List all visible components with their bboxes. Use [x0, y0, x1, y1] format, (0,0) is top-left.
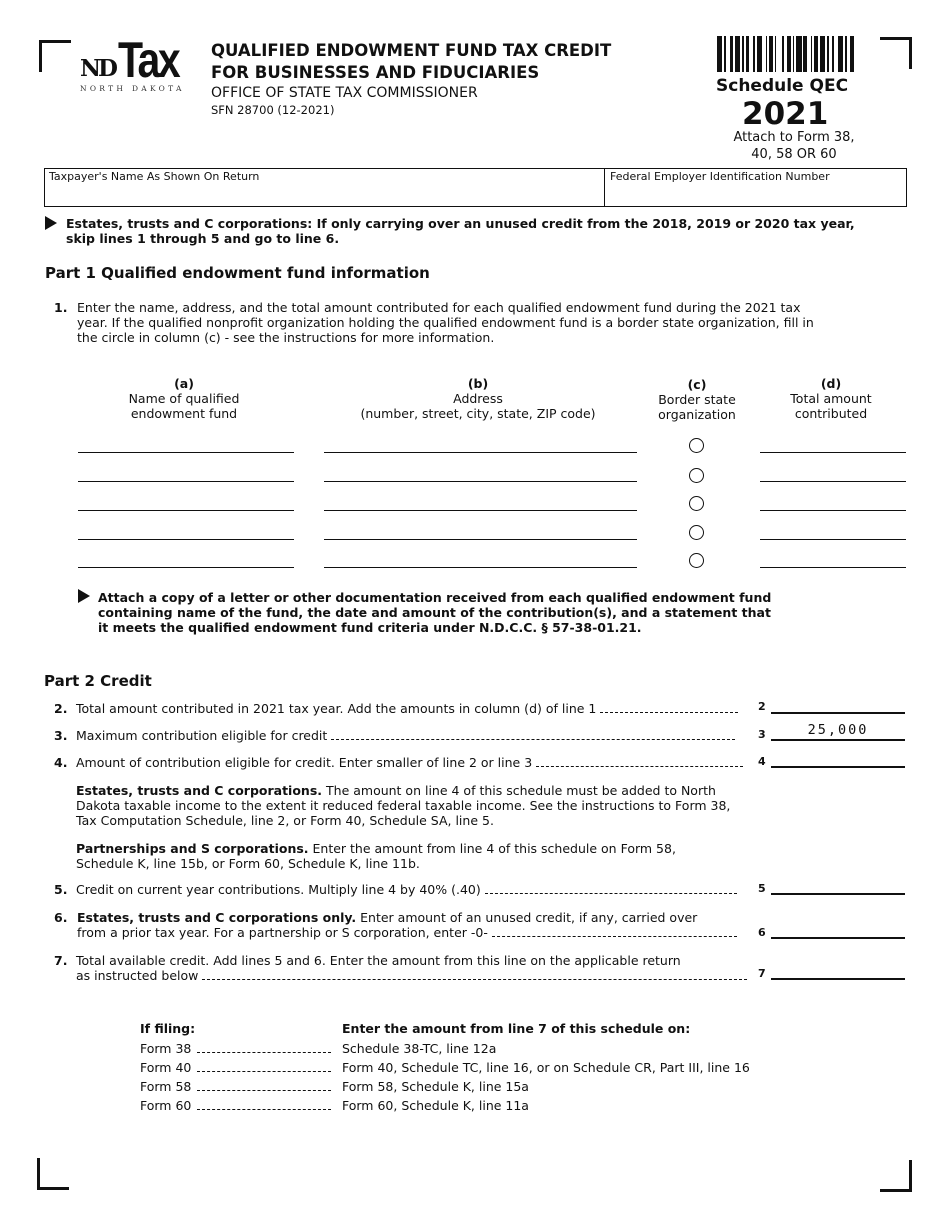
fund-amount-field[interactable]	[760, 481, 906, 482]
fund-amount-field[interactable]	[760, 539, 906, 540]
line2-text: Total amount contributed in 2021 tax year. Add the amounts in column (d) of line 1	[76, 701, 597, 716]
estates-text3: Tax Computation Schedule, line 2, or Form 40, Schedule SA, line 5.	[76, 813, 494, 828]
line5-number: 5.	[54, 882, 68, 897]
leader-dots	[600, 712, 738, 713]
line6-bold: Estates, trusts and C corporations only.	[77, 910, 357, 925]
column-c-label1: Border state	[658, 392, 736, 407]
line5-text: Credit on current year contributions. Multiply line 4 by 40% (.40)	[76, 882, 481, 897]
documentation-note	[98, 590, 771, 635]
column-a-letter: (a)	[174, 376, 194, 391]
fein-label: Federal Employer Identification Number	[610, 170, 830, 183]
line6-number: 6.	[54, 910, 68, 925]
fund-address-field[interactable]	[324, 452, 637, 453]
leader-dots	[197, 1090, 331, 1091]
documentation-note-line3: it meets the qualified endowment fund criteria under N.D.C.C. § 57-38-01.21.	[98, 620, 642, 635]
estates-text1: The amount on line 4 of this schedule must be added to North	[322, 783, 716, 798]
line4-text: Amount of contribution eligible for credit. Enter smaller of line 2 or line 3	[76, 755, 533, 770]
column-b-label1: Address	[453, 391, 503, 406]
partners-text1: Enter the amount from line 4 of this schedule on Form 58,	[308, 841, 676, 856]
line6-ref: 6	[758, 926, 766, 939]
leader-dots	[202, 979, 747, 980]
line6-field-underline	[771, 937, 905, 939]
border-state-radio[interactable]	[689, 468, 704, 483]
carryover-instruction	[66, 216, 855, 246]
fund-amount-field[interactable]	[760, 510, 906, 511]
tax-year: 2021	[742, 96, 829, 132]
filing-form-name: Form 38	[140, 1041, 192, 1056]
logo-state-text: NORTH DAKOTA	[80, 84, 185, 93]
registration-mark-top-right	[880, 37, 912, 69]
line3-number: 3.	[54, 728, 68, 743]
form-title	[211, 40, 611, 84]
line7-label	[76, 953, 747, 983]
fund-name-field[interactable]	[78, 510, 294, 511]
line4-label	[76, 755, 743, 770]
carryover-instruction-line2: skip lines 1 through 5 and go to line 6.	[66, 231, 340, 246]
line3-label	[76, 728, 735, 743]
column-a-label1: Name of qualified	[128, 391, 240, 406]
attach-line2: 40, 58 OR 60	[751, 147, 837, 162]
border-state-radio[interactable]	[689, 553, 704, 568]
line2-number: 2.	[54, 701, 68, 716]
leader-dots	[492, 936, 737, 937]
barcode-bar	[854, 36, 856, 72]
line4-ref: 4	[758, 755, 766, 768]
column-d-label2: contributed	[794, 406, 868, 421]
leader-dots	[197, 1109, 331, 1110]
column-b-letter: (b)	[467, 376, 489, 391]
column-d-label1: Total amount	[790, 391, 872, 406]
filing-destination: Form 60, Schedule K, line 11a	[342, 1098, 529, 1113]
line6-text2: from a prior tax year. For a partnership or S corporation, enter -0-	[77, 925, 488, 940]
form-number: SFN 28700 (12-2021)	[211, 103, 335, 117]
documentation-note-line1: Attach a copy of a letter or other documentation received from each qualified endowment fund	[98, 590, 772, 605]
column-c-header	[642, 377, 752, 422]
filing-form-label	[140, 1079, 331, 1094]
line5-ref: 5	[758, 882, 766, 895]
fund-amount-field[interactable]	[760, 452, 906, 453]
arrow-right-icon	[45, 216, 57, 230]
line2-field-underline	[771, 712, 905, 714]
registration-mark-bottom-left	[37, 1158, 69, 1190]
filing-destination: Schedule 38-TC, line 12a	[342, 1041, 497, 1056]
line7-text1: Total available credit. Add lines 5 and 6. Enter the amount from this line on the applicable return	[76, 953, 681, 968]
nd-tax-logo	[80, 32, 192, 97]
fund-address-field[interactable]	[324, 481, 637, 482]
estates-bold: Estates, trusts and C corporations.	[76, 783, 323, 798]
line3-maximum-amount: 25,000	[807, 722, 869, 738]
line3-ref: 3	[758, 728, 766, 741]
line7-text2: as instructed below	[76, 968, 199, 983]
filing-form-label	[140, 1098, 331, 1113]
registration-mark-top-left	[39, 40, 71, 72]
filing-form-name: Form 58	[140, 1079, 192, 1094]
leader-dots	[331, 739, 735, 740]
schedule-name: Schedule QEC	[716, 76, 849, 96]
barcode-icon	[717, 36, 856, 72]
partnerships-paragraph	[76, 841, 676, 871]
fund-address-field[interactable]	[324, 539, 637, 540]
part1-heading: Part 1 Qualified endowment fund information	[45, 264, 430, 282]
part2-heading: Part 2 Credit	[44, 672, 152, 690]
column-c-letter: (c)	[687, 377, 707, 392]
fund-name-field[interactable]	[78, 452, 294, 453]
border-state-radio[interactable]	[689, 496, 704, 511]
column-d-header	[771, 376, 891, 421]
filing-form-label	[140, 1041, 331, 1056]
filing-header-left: If filing:	[140, 1021, 196, 1036]
fund-address-field[interactable]	[324, 510, 637, 511]
line1-text-c: the circle in column (c) - see the instructions for more information.	[77, 330, 495, 345]
column-a-label2: endowment fund	[130, 406, 238, 421]
estates-text2: Dakota taxable income to the extent it reduced federal taxable income. See the instructions to Form 38,	[76, 798, 731, 813]
estates-paragraph	[76, 783, 730, 828]
arrow-right-icon	[78, 589, 90, 603]
column-d-letter: (d)	[820, 376, 842, 391]
office-name: OFFICE OF STATE TAX COMMISSIONER	[211, 85, 478, 101]
taxpayer-box-divider	[604, 169, 605, 206]
filing-destination: Form 40, Schedule TC, line 16, or on Schedule CR, Part III, line 16	[342, 1060, 750, 1075]
line2-label	[76, 701, 738, 716]
line4-number: 4.	[54, 755, 68, 770]
column-c-label2: organization	[658, 407, 736, 422]
fund-amount-field[interactable]	[760, 567, 906, 568]
column-a-header	[94, 376, 274, 421]
registration-mark-bottom-right	[880, 1160, 912, 1192]
leader-dots	[197, 1071, 331, 1072]
taxpayer-info-box	[44, 168, 907, 207]
line5-field-underline	[771, 893, 905, 895]
line6-label	[77, 910, 737, 940]
line1-instructions	[77, 300, 814, 345]
fund-address-field[interactable]	[324, 567, 637, 568]
leader-dots	[536, 766, 743, 767]
taxpayer-name-label: Taxpayer's Name As Shown On Return	[49, 170, 260, 183]
documentation-note-line2: containing name of the fund, the date and amount of the contribution(s), and a statement that	[98, 605, 771, 620]
logo-tax-text: Tax	[118, 32, 179, 88]
partners-text2: Schedule K, line 15b, or Form 60, Schedule K, line 11b.	[76, 856, 420, 871]
attach-instruction	[710, 129, 878, 163]
form-title-line1: QUALIFIED ENDOWMENT FUND TAX CREDIT	[211, 41, 612, 60]
line7-number: 7.	[54, 953, 68, 968]
border-state-radio[interactable]	[689, 438, 704, 453]
line3-text: Maximum contribution eligible for credit	[76, 728, 328, 743]
column-b-header	[328, 376, 628, 421]
attach-line1: Attach to Form 38,	[733, 130, 855, 145]
fund-name-field[interactable]	[78, 539, 294, 540]
filing-form-name: Form 40	[140, 1060, 192, 1075]
filing-destination: Form 58, Schedule K, line 15a	[342, 1079, 529, 1094]
border-state-radio[interactable]	[689, 525, 704, 540]
form-title-line2: FOR BUSINESSES AND FIDUCIARIES	[211, 63, 540, 82]
line4-field-underline	[771, 766, 905, 768]
fund-name-field[interactable]	[78, 567, 294, 568]
logo-nd-text: ND	[80, 55, 115, 82]
line7-ref: 7	[758, 967, 766, 980]
column-b-label2: (number, street, city, state, ZIP code)	[360, 406, 596, 421]
line1-text-b: year. If the qualified nonprofit organization holding the qualified endowment fund is a border state organization, fill in	[77, 315, 814, 330]
line7-field-underline	[771, 978, 905, 980]
leader-dots	[197, 1052, 331, 1053]
line3-field-underline	[771, 739, 905, 741]
fund-name-field[interactable]	[78, 481, 294, 482]
partners-bold: Partnerships and S corporations.	[76, 841, 309, 856]
carryover-instruction-line1: Estates, trusts and C corporations: If only carrying over an unused credit from the 2018, 2019 or 2020 tax year,	[66, 216, 855, 231]
line6-text1: Enter amount of an unused credit, if any, carried over	[356, 910, 698, 925]
line2-ref: 2	[758, 700, 766, 713]
line1-number: 1.	[54, 300, 68, 315]
filing-header-right: Enter the amount from line 7 of this schedule on:	[342, 1021, 691, 1036]
line1-text-a: Enter the name, address, and the total amount contributed for each qualified endowment fund during the 2021 tax	[77, 300, 801, 315]
filing-form-label	[140, 1060, 331, 1075]
filing-form-name: Form 60	[140, 1098, 192, 1113]
leader-dots	[485, 893, 737, 894]
line5-label	[76, 882, 737, 897]
